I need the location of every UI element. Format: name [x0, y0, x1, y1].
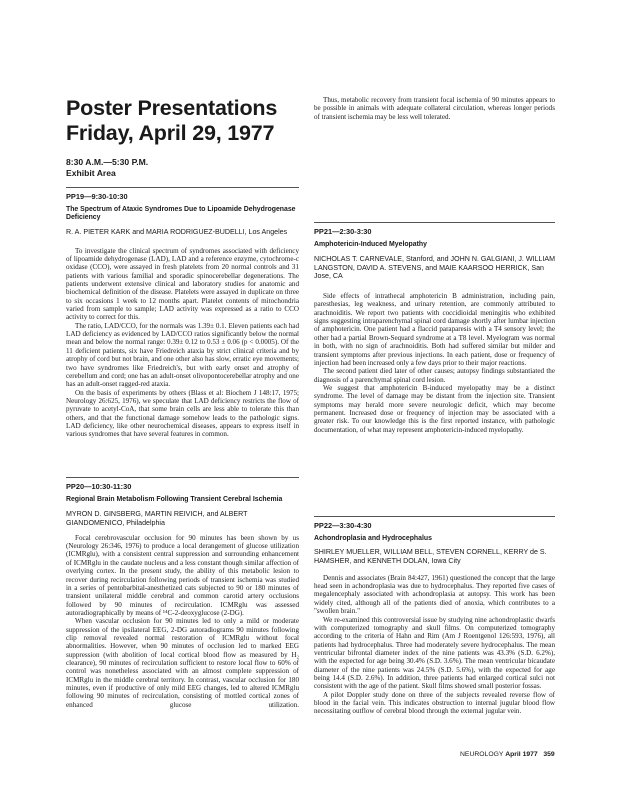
abstract-authors: MYRON D. GINSBERG, MARTIN REIVICH, and ALBERT GIANDOMENICO, Philadelphia: [66, 510, 248, 527]
abstract-authors: NICHOLAS T. CARNEVALE, Stanford, and JOHN N. GALGIANI, J. WILLIAM LANGSTON, DAVID A. STEVENS, and MAIE KAARSOO HERRICK, San Jose, CA: [314, 255, 555, 280]
abstract-paragraph: [66, 617, 299, 709]
session-info: [66, 157, 148, 179]
abstract-authors: R. A. PIETER KARK and MARIA RODRIGUEZ-BUDELLI, Los Angeles: [66, 228, 288, 237]
abstract-code: PP21—2:30-3:30: [314, 227, 372, 236]
abstract-paragraph: On the basis of experiments by others (Blass et al: Biochem J 148:17, 1975; Neurology 26:625, 1976), we speculate that LAD deficiency restricts the flow of pyruvate to acetyl-CoA, that some brain cells are less able to tolerate this than others, and that the functional damage somehow leads to the pathologic signs. LAD deficiency, like other neurochemical diseases, appears to express itself in various syndromes that have several features in common.: [66, 388, 299, 439]
section-divider: [314, 222, 555, 223]
page-number: 359: [543, 751, 555, 758]
abstract-paragraph: We re-examined this controversial issue by studying nine achondroplastic dwarfs with computerized tomography and skull films. On computerized tomography according to the criteria of Hahn and Rim (Am J Roentgenol 126:593, 1976), all patients had hydrocephalus. Three had moderately severe hydrocephalus. The mean ventricular bifrontal diameter index of the nine patients was 43.3% (S.D. 6.2%), with the expected for age being 30.4% (S.D. 3.6%). The mean ventricular bicaudate diameter of the nine patients was 24.5% (S.D. 5.6%), with the expected for age being 14.4 (S.D. 2.6%). In addition, three patients had enlarged cortical sulci not consistent with the age of the patient. Skull films showed small posterior fossas.: [314, 615, 555, 691]
abstract-paragraph: Dennis and associates (Brain 84:427, 1961) questioned the concept that the large head seen in achondroplasia was due to hydrocephalus. They reported five cases of megalencephaly associated with achondroplasia at autopsy. This work has been widely cited, although all of the patients died of anoxia, which contributes to a "swollen brain.": [314, 573, 555, 616]
page-title: [66, 96, 306, 146]
abstract-paragraph: Side effects of intrathecal amphotericin B administration, including pain, paresthesias, leg weakness, and urinary retention, are commonly attributed to arachnoiditis. We report two patients with coccidioidal meningitis who exhibited signs suggesting intraparenchymal spinal cord damage shortly after lumbar injection of amphotericin. One patient had a flaccid paraparesis with a T4 sensory level; the other had a partial Brown-Sequard syndrome at a T8 level. Myelogram was normal in both, with no sign of arachnoiditis. Both had suffered similar but milder and transient symptoms after previous injections. In each patient, dose or frequency of injection had been increased only a few days prior to their major reactions.: [314, 292, 555, 367]
abstract-paragraph: The second patient died later of other causes; autopsy findings substantiated the diagnosis of a parenchymal spinal cord lesion.: [314, 367, 555, 384]
abstract-pp21: [314, 227, 555, 434]
abstract-paragraph: We suggest that amphotericin B-induced myelopathy may be a distinct syndrome. The level of damage may be distant from the injection site. Transient symptoms may herald more severe neurologic deficit, which may become permanent. Increased dose or frequency of injection may be associated with a greater risk. To our knowledge this is the first reported instance, with pathologic documentation, of what may represent amphotericin-induced myelopathy.: [314, 383, 555, 434]
section-divider: [66, 187, 299, 188]
abstract-title: The Spectrum of Ataxic Syndromes Due to Lipoamide Dehydrogenase Deficiency: [66, 206, 296, 222]
title-line-1: Poster Presentations: [66, 96, 278, 120]
abstract-title: Achondroplasia and Hydrocephalus: [314, 535, 432, 542]
abstract-paragraph: Focal cerebrovascular occlusion for 90 minutes has been shown by us (Neurology 26:346, 1976) to produce a local derangement of glucose utilization (ICMRglu), with a consistent central suppression and surrounding enhancement of ICMRglu in the caudate nucleus and a less constant though similar affection of overlying cortex. In the present study, the ability of this metabolic lesion to recover during recirculation following periods of transient ischemia was studied in a series of pentobarbital-anesthetized cats subjected to 90 or 180 minutes of transient unilateral middle cerebral and common carotid artery occlusions followed by 90 minutes of recirculation. ICMRglu was assessed autoradiographically by means of ¹⁴C-2-deoxyglucose (2-DG).: [66, 533, 299, 617]
abstract-authors: SHIRLEY MUELLER, WILLIAM BELL, STEVEN CORNELL, KERRY de S. HAMSHER, and KENNETH DOLAN, Iowa City: [314, 548, 547, 565]
abstract-paragraph: A pilot Doppler study done on three of the subjects revealed reverse flow of blood in the facial vein. This indicates obstruction to internal jugular blood flow necessitating outflow of cerebral blood through the external jugular vein.: [314, 690, 555, 716]
title-line-2: Friday, April 29, 1977: [66, 121, 275, 145]
section-divider: [66, 477, 299, 478]
abstract-paragraph: To investigate the clinical spectrum of syndromes associated with deficiency of lipoamide dehydrogenase (LAD), LAD and a reference enzyme, cytochrome-c oxidase (CCO), were assayed in fresh platelets from 20 normal controls and 31 patients with various familial and sporadic spinocerebellar degenerations. The patients underwent extensive clinical and laboratory studies for anatomic and biochemical definition of the disease. Platelets were assayed in duplicate on three to six occasions 1 week to 12 months apart. Platelet contents of mitochondria varied from sample to sample; LAD activity was expressed as a ratio to CCO activity to correct for this.: [66, 246, 299, 322]
abstract-code: PP19—9:30-10:30: [66, 192, 128, 201]
issue-date: April 1977: [505, 751, 538, 758]
section-divider: [314, 516, 555, 517]
page-footer: [460, 751, 555, 758]
abstract-paragraph: Thus, metabolic recovery from transient focal ischemia of 90 minutes appears to be possible in animals with adequate collateral circulation, whereas longer periods of transient ischemia may be less well tolerated.: [314, 96, 555, 121]
abstract-pp20: [66, 482, 299, 709]
paragraph-part-1: When vascular occlusion for 90 minutes led to only a mild or moderate suppression of the ipsilateral EEG, 2-DG autoradiograms 90 minutes following clip removal revealed normal restoration of ICMRglu without focal abnormalities. However, when 90 minutes of occlusion led to marked EEG suppression (with abolition of local cortical blood flow as measured by H₂ clearance), 90 minutes of recirculation sufficient to restore local flow to 60% of control was nonetheless associated with an almost complete suppression of ICMRglu in the middle cerebral territory. In contrast, vascular occlusion for 180 minutes, even if productive of only mild EEG changes, led to altered ICMRglu following 90 minutes of recirculation, consisting of mottled cortical zones of enhanced glucose utilization.: [66, 617, 299, 709]
abstract-title: Amphotericin-Induced Myelopathy: [314, 241, 427, 248]
abstract-pp20-continued: [314, 96, 555, 214]
abstract-pp19: [66, 192, 299, 439]
session-location: Exhibit Area: [66, 168, 116, 178]
abstract-code: PP22—3:30-4:30: [314, 521, 372, 530]
abstract-paragraph: The ratio, LAD/CCO, for the normals was 1.39± 0.1. Eleven patients each had LAD deficiency as evidenced by LAD/CCO ratios significantly below the normal mean and below the normal range: 0.39± 0.12 to 0.53 ± 0.06 (p < 0.0005). Of the 11 deficient patients, six have Friedreich ataxia by strict clinical criteria and by atrophy of cord but not brain, and one other also has slow, erratic eye movements; two have syndromes like Friedreich's, but with early onset and atrophy of cerebellum and cord; one has an adult-onset olivopontocerebellar atrophy and one has an adult-onset ragged-red ataxia.: [66, 321, 299, 389]
abstract-pp22: [314, 521, 555, 716]
journal-name: NEUROLOGY: [460, 751, 504, 758]
abstract-code: PP20—10:30-11:30: [66, 482, 132, 491]
session-time: 8:30 A.M.—5:30 P.M.: [66, 157, 149, 167]
abstract-title: Regional Brain Metabolism Following Transient Cerebral Ischemia: [66, 496, 283, 503]
